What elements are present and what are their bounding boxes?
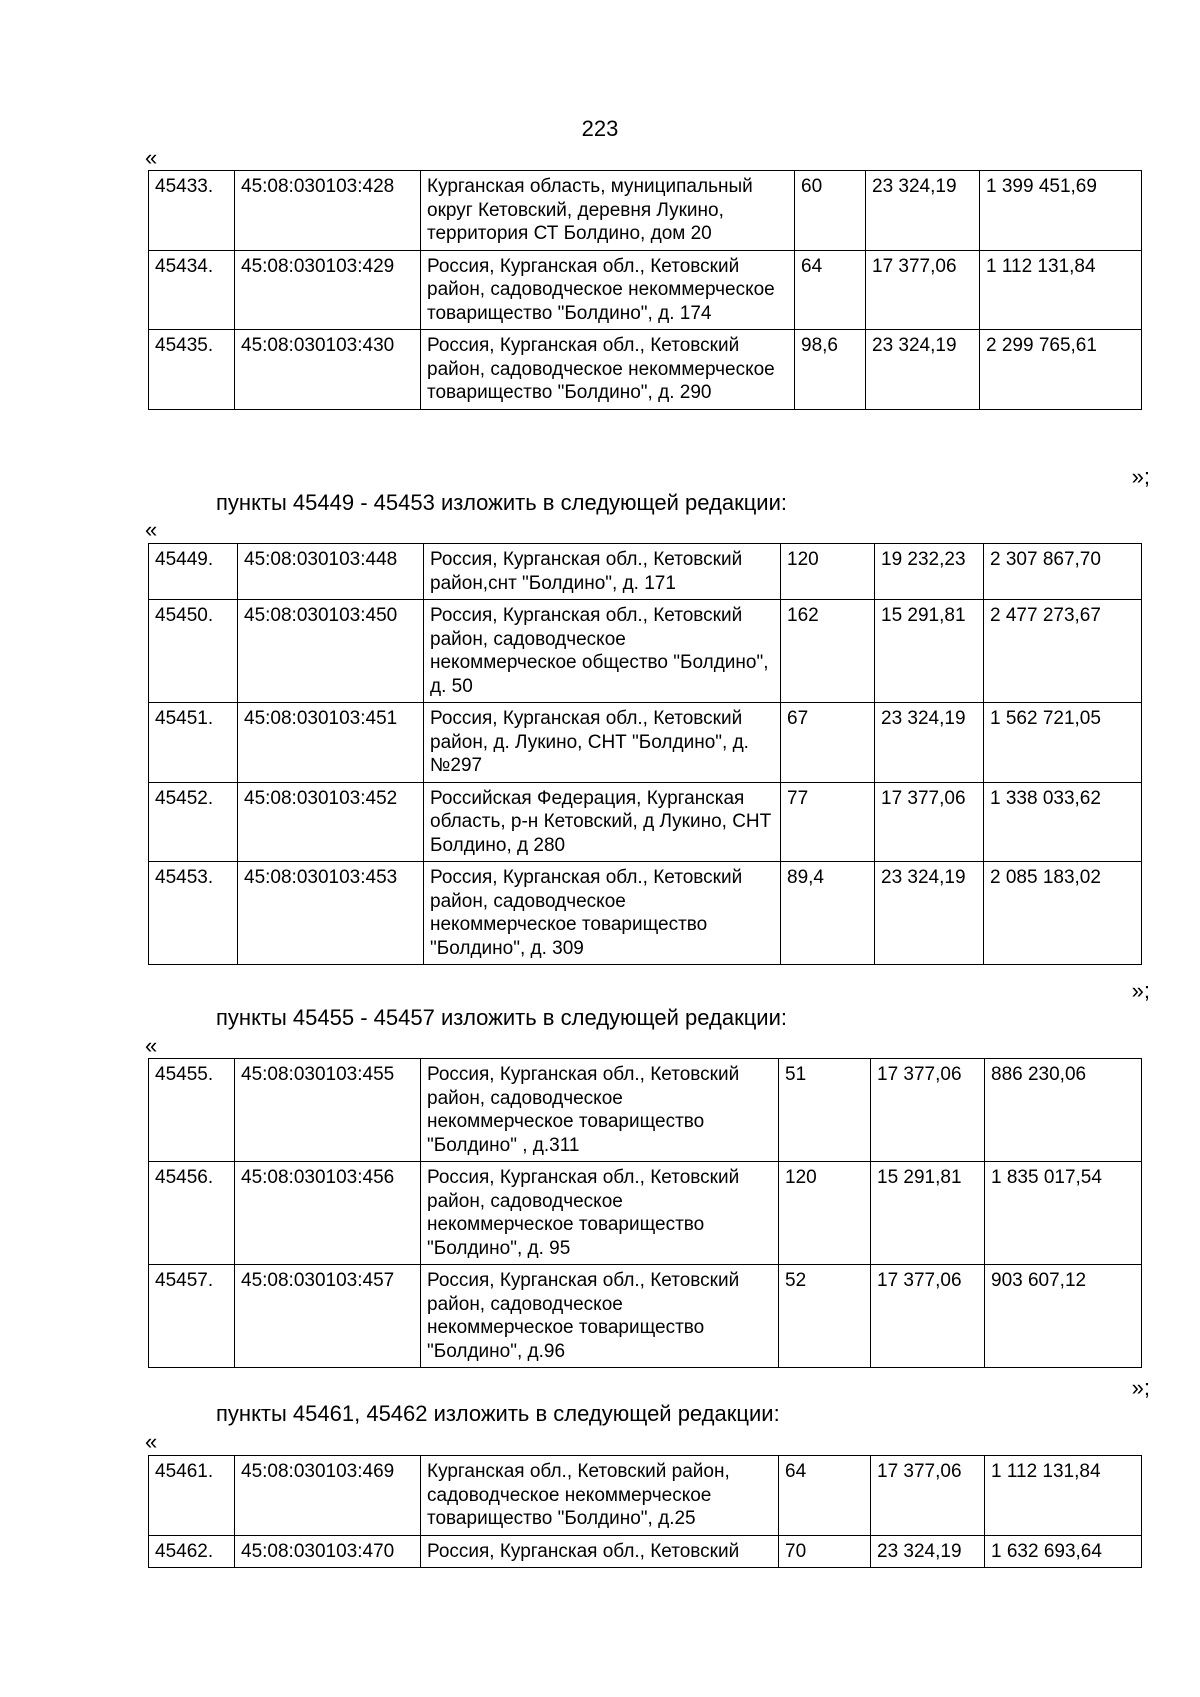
cadastral-value-cell: 1 112 131,84 [980,250,1142,330]
cadastral-value-cell: 1 562 721,05 [984,703,1142,783]
address-cell: Россия, Курганская обл., Кетовский район, садоводческое некоммерческое товарищество "Болдино", д.96 [421,1265,779,1368]
cadastral-number-cell: 45:08:030103:455 [235,1059,421,1162]
cadastral-number-cell: 45:08:030103:457 [235,1265,421,1368]
row-number-cell: 45451. [149,703,238,783]
cadastral-number-cell: 45:08:030103:452 [238,782,424,862]
unit-value-cell: 17 377,06 [871,1456,985,1536]
cadastral-number-cell: 45:08:030103:428 [235,171,421,251]
area-cell: 98,6 [795,330,866,410]
table-row [149,171,1142,251]
data-table [148,170,1142,410]
cadastral-number-cell: 45:08:030103:470 [235,1535,421,1568]
closing-quote: »; [1131,1375,1150,1400]
area-cell: 51 [779,1059,871,1162]
area-cell: 52 [779,1265,871,1368]
area-cell: 120 [781,544,875,600]
row-number-cell: 45461. [149,1456,235,1536]
data-table [148,1058,1142,1368]
cadastral-number-cell: 45:08:030103:450 [238,600,424,703]
address-cell: Курганская область, муниципальный округ Кетовский, деревня Лукино, территория СТ Болдино, дом 20 [421,171,795,251]
row-number-cell: 45449. [149,544,238,600]
cadastral-value-cell: 1 338 033,62 [984,782,1142,862]
amendment-intro: пункты 45449 - 45453 изложить в следующей редакции: [216,490,788,515]
address-cell: Россия, Курганская обл., Кетовский район, садоводческое некоммерческое товарищество "Болдино", д. 290 [421,330,795,410]
table-row [149,1162,1142,1265]
unit-value-cell: 17 377,06 [871,1059,985,1162]
unit-value-cell: 17 377,06 [866,250,980,330]
area-cell: 120 [779,1162,871,1265]
cadastral-number-cell: 45:08:030103:429 [235,250,421,330]
cadastral-value-cell: 1 835 017,54 [985,1162,1142,1265]
table-row [149,600,1142,703]
unit-value-cell: 23 324,19 [871,1535,985,1568]
row-number-cell: 45455. [149,1059,235,1162]
row-number-cell: 45435. [149,330,235,410]
cadastral-value-cell: 1 112 131,84 [985,1456,1142,1536]
page-number: 223 [581,116,619,141]
row-number-cell: 45462. [149,1535,235,1568]
closing-quote: »; [1131,464,1150,489]
cadastral-value-cell: 2 307 867,70 [984,544,1142,600]
address-cell: Россия, Курганская обл., Кетовский [421,1535,779,1568]
cadastral-number-cell: 45:08:030103:456 [235,1162,421,1265]
table-row [149,250,1142,330]
cadastral-value-cell: 2 085 183,02 [984,862,1142,965]
table-row [149,862,1142,965]
table-row [149,1265,1142,1368]
unit-value-cell: 23 324,19 [875,862,984,965]
address-cell: Россия, Курганская обл., Кетовский район, садоводческое некоммерческое общество "Болдино", д. 50 [424,600,781,703]
cadastral-number-cell: 45:08:030103:453 [238,862,424,965]
row-number-cell: 45457. [149,1265,235,1368]
cadastral-number-cell: 45:08:030103:448 [238,544,424,600]
closing-quote: »; [1131,978,1150,1003]
unit-value-cell: 17 377,06 [871,1265,985,1368]
area-cell: 77 [781,782,875,862]
address-cell: Россия, Курганская обл., Кетовский район, садоводческое некоммерческое товарищество "Болдино", д. 174 [421,250,795,330]
amendment-intro: пункты 45455 - 45457 изложить в следующей редакции: [216,1005,788,1030]
row-number-cell: 45434. [149,250,235,330]
cadastral-value-cell: 2 299 765,61 [980,330,1142,410]
table-row [149,544,1142,600]
table-row [149,1535,1142,1568]
opening-quote: « [145,1429,158,1454]
area-cell: 67 [781,703,875,783]
row-number-cell: 45456. [149,1162,235,1265]
cadastral-value-cell: 886 230,06 [985,1059,1142,1162]
row-number-cell: 45452. [149,782,238,862]
address-cell: Россия, Курганская обл., Кетовский район, садоводческое некоммерческое товарищество "Болдино", д. 95 [421,1162,779,1265]
cadastral-number-cell: 45:08:030103:451 [238,703,424,783]
table-row [149,330,1142,410]
unit-value-cell: 15 291,81 [871,1162,985,1265]
area-cell: 89,4 [781,862,875,965]
table-row [149,782,1142,862]
opening-quote: « [145,145,158,170]
area-cell: 162 [781,600,875,703]
unit-value-cell: 23 324,19 [866,330,980,410]
address-cell: Россия, Курганская обл., Кетовский район, садоводческое некоммерческое товарищество "Болдино", д. 309 [424,862,781,965]
cadastral-value-cell: 1 399 451,69 [980,171,1142,251]
row-number-cell: 45450. [149,600,238,703]
address-cell: Россия, Курганская обл., Кетовский район, д. Лукино, СНТ "Болдино", д. №297 [424,703,781,783]
unit-value-cell: 23 324,19 [866,171,980,251]
area-cell: 60 [795,171,866,251]
cadastral-value-cell: 2 477 273,67 [984,600,1142,703]
amendment-intro: пункты 45461, 45462 изложить в следующей редакции: [216,1401,780,1426]
table-row [149,703,1142,783]
address-cell: Россия, Курганская обл., Кетовский район,снт "Болдино", д. 171 [424,544,781,600]
area-cell: 64 [779,1456,871,1536]
cadastral-value-cell: 1 632 693,64 [985,1535,1142,1568]
address-cell: Россия, Курганская обл., Кетовский район, садоводческое некоммерческое товарищество "Болдино" , д.311 [421,1059,779,1162]
unit-value-cell: 17 377,06 [875,782,984,862]
cadastral-value-cell: 903 607,12 [985,1265,1142,1368]
table-row [149,1059,1142,1162]
cadastral-number-cell: 45:08:030103:430 [235,330,421,410]
address-cell: Курганская обл., Кетовский район, садоводческое некоммерческое товарищество "Болдино", д.25 [421,1456,779,1536]
address-cell: Российская Федерация, Курганская область, р-н Кетовский, д Лукино, СНТ Болдино, д 280 [424,782,781,862]
cadastral-number-cell: 45:08:030103:469 [235,1456,421,1536]
table-row [149,1456,1142,1536]
row-number-cell: 45453. [149,862,238,965]
area-cell: 70 [779,1535,871,1568]
row-number-cell: 45433. [149,171,235,251]
unit-value-cell: 23 324,19 [875,703,984,783]
opening-quote: « [145,1033,158,1058]
data-table [148,543,1142,965]
unit-value-cell: 19 232,23 [875,544,984,600]
data-table [148,1455,1142,1568]
opening-quote: « [145,517,158,542]
area-cell: 64 [795,250,866,330]
unit-value-cell: 15 291,81 [875,600,984,703]
